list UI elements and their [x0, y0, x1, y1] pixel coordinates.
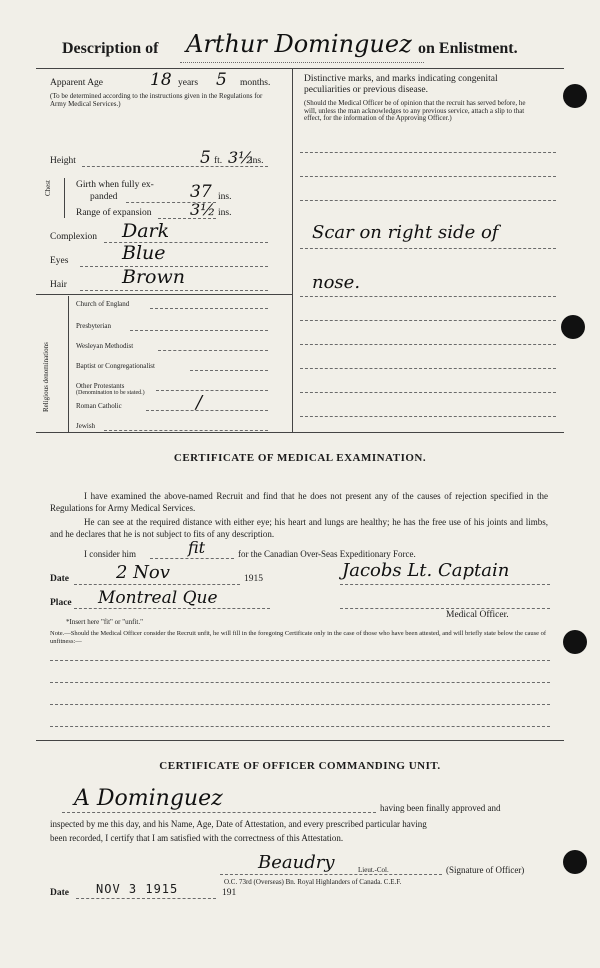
officer-text-2: inspected by me this day, and his Name, Age, Date of Attestation, and every prescribed particular having	[50, 819, 427, 829]
medical-officer-signature: Jacobs Lt. Captain	[342, 560, 510, 581]
punch-hole-2	[561, 315, 585, 339]
religion-baptist: Baptist or Congregationalist	[76, 362, 155, 370]
chest-girth-unit: ins.	[218, 192, 232, 202]
officer-heading: CERTIFICATE OF OFFICER COMMANDING UNIT.	[159, 760, 441, 772]
medical-fitness-value: fit	[188, 538, 206, 557]
medical-officer-label: Medical Officer.	[446, 610, 509, 620]
medical-paragraph-2: He can see at the required distance with either eye; his heart and lungs are healthy; he has the free use of his joints and limbs, and he declares that he is not subject to fits of any description.	[50, 517, 548, 539]
officer-unit: O.C. 73rd (Overseas) Bn. Royal Highlanders of Canada. C.E.F.	[224, 878, 402, 886]
hair-value: Brown	[122, 266, 185, 288]
age-years-value: 18	[150, 70, 172, 90]
age-label: Apparent Age	[50, 78, 104, 88]
marks-written-line-2: nose.	[312, 272, 361, 293]
height-label: Height	[50, 156, 76, 166]
religion-roman-catholic: Roman Catholic	[76, 402, 122, 410]
medical-consider-prefix: I consider him	[84, 549, 136, 559]
marks-label: Distinctive marks, and marks indicating congenital peculiarities or previous disease.	[304, 74, 498, 95]
age-months-value: 5	[216, 70, 227, 90]
chest-girth-label-1: Girth when fully ex-	[76, 180, 154, 190]
officer-text-3: been recorded, I certify that I am satisfied with the correctness of this Attestation.	[50, 833, 344, 843]
punch-hole-1	[563, 84, 587, 108]
officer-rank: Lieut.-Col.	[358, 866, 389, 874]
officer-signature-label: (Signature of Officer)	[446, 865, 525, 875]
chest-girth-value: 37	[190, 182, 212, 202]
height-inches-value: 3½	[228, 148, 254, 167]
medical-consider-suffix: for the Canadian Over-Seas Expeditionary Force.	[238, 549, 416, 559]
religion-denomination-note: (Denomination to be stated.)	[76, 390, 145, 396]
medical-year: 1915	[244, 574, 263, 584]
medical-insert-note: *Insert here "fit" or "unfit."	[66, 618, 143, 626]
eyes-value: Blue	[122, 242, 166, 264]
officer-signature: Beaudry	[258, 852, 335, 873]
officer-date-label: Date	[50, 888, 69, 898]
religion-methodist: Wesleyan Methodist	[76, 342, 134, 350]
age-years-label: years	[178, 78, 199, 88]
medical-place-value: Montreal Que	[98, 588, 218, 608]
officer-text-1: having been finally approved and	[380, 803, 501, 813]
officer-year-suffix: 191	[222, 888, 237, 898]
religion-presbyterian: Presbyterian	[76, 322, 111, 330]
religion-other-protestants: Other Protestants	[76, 382, 125, 390]
chest-range-value: 3½	[190, 200, 216, 219]
complexion-value: Dark	[122, 220, 170, 242]
medical-place-label: Place	[50, 598, 72, 608]
medical-heading: CERTIFICATE OF MEDICAL EXAMINATION.	[173, 452, 427, 464]
chest-girth-label-2: panded	[90, 192, 118, 202]
punch-hole-3	[563, 630, 587, 654]
title-prefix: Description of	[62, 40, 159, 57]
medical-note: Note.—Should the Medical Officer consider the Recruit unfit, he will fill in the foregoing Certificate only in the case of those who have been attested, and will briefly state below the cause of unfitness:—	[50, 630, 547, 645]
hair-label: Hair	[50, 280, 67, 290]
religion-jewish: Jewish	[76, 422, 96, 430]
punch-hole-4	[563, 850, 587, 874]
religion-mark: /	[196, 392, 203, 413]
age-months-label: months.	[240, 78, 271, 88]
medical-paragraph-1: I have examined the above-named Recruit and find that he does not present any of the causes of rejection specified in the Regulations for Army Medical Services.	[50, 491, 548, 513]
religion-side-label: Religious denominations	[42, 342, 50, 412]
chest-range-unit: ins.	[218, 208, 232, 218]
marks-written-line-1: Scar on right side of	[312, 222, 499, 243]
marks-note: (Should the Medical Officer be of opinion that the recruit has served before, he will, unless the man acknowledges to any previous service, attach a slip to that effect, for the information of the Approving Officer.)	[304, 99, 526, 122]
chest-side-label: Chest	[44, 180, 52, 196]
medical-date-value: 2 Nov	[116, 562, 170, 583]
eyes-label: Eyes	[50, 256, 69, 266]
chest-range-label: Range of expansion	[76, 208, 152, 218]
medical-date-label: Date	[50, 574, 69, 584]
recruit-signature: A Dominguez	[74, 786, 223, 811]
complexion-label: Complexion	[50, 232, 97, 242]
religion-church-of-england: Church of England	[76, 300, 130, 308]
height-inches-unit: ins.	[250, 156, 264, 166]
age-note: (To be determined according to the instructions given in the Regulations for Army Medical Services.)	[50, 92, 263, 108]
height-feet-value: 5	[200, 148, 211, 168]
title-suffix: on Enlistment.	[418, 40, 518, 57]
height-feet-unit: ft.	[214, 156, 223, 166]
recruit-name: Arthur Dominguez	[186, 30, 412, 58]
officer-date-stamp: NOV 3 1915	[96, 882, 179, 896]
